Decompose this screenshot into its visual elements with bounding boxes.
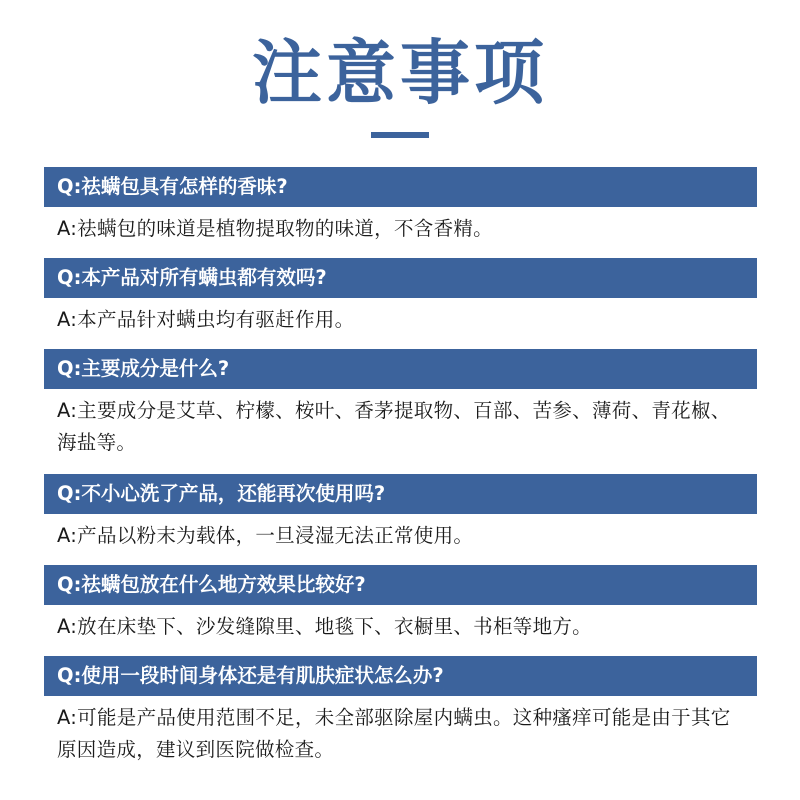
faq-answer: A:可能是产品使用范围不足，未全部驱除屋内螨虫。这种瘙痒可能是由于其它原因造成，建议到医院做检查。	[57, 706, 731, 761]
faq-item	[44, 474, 757, 560]
faq-question: Q:不小心洗了产品，还能再次使用吗?	[44, 474, 757, 514]
faq-question: Q:祛螨包放在什么地方效果比较好?	[44, 565, 757, 605]
faq-item	[44, 167, 757, 253]
faq-answer: A:祛螨包的味道是植物提取物的味道，不含香精。	[57, 217, 493, 240]
faq-question: Q:使用一段时间身体还是有肌肤症状怎么办?	[44, 656, 757, 696]
faq-answer: A:本产品针对螨虫均有驱赶作用。	[57, 308, 355, 331]
title-underline	[371, 132, 429, 138]
faq-answer: A:放在床垫下、沙发缝隙里、地毯下、衣橱里、书柜等地方。	[57, 615, 592, 638]
faq-question: Q:本产品对所有螨虫都有效吗?	[44, 258, 757, 298]
faq-item	[44, 656, 757, 776]
faq-question: Q:祛螨包具有怎样的香味?	[44, 167, 757, 207]
faq-item	[44, 565, 757, 651]
faq-answer: A:产品以粉末为载体，一旦浸湿无法正常使用。	[57, 524, 474, 547]
page-title: 注意事项	[252, 32, 548, 114]
faq-answer: A:主要成分是艾草、柠檬、桉叶、香茅提取物、百部、苦参、薄荷、青花椒、海盐等。	[57, 399, 731, 454]
faq-item	[44, 349, 757, 469]
faq-list	[44, 167, 757, 776]
faq-question: Q:主要成分是什么?	[44, 349, 757, 389]
faq-item	[44, 258, 757, 344]
